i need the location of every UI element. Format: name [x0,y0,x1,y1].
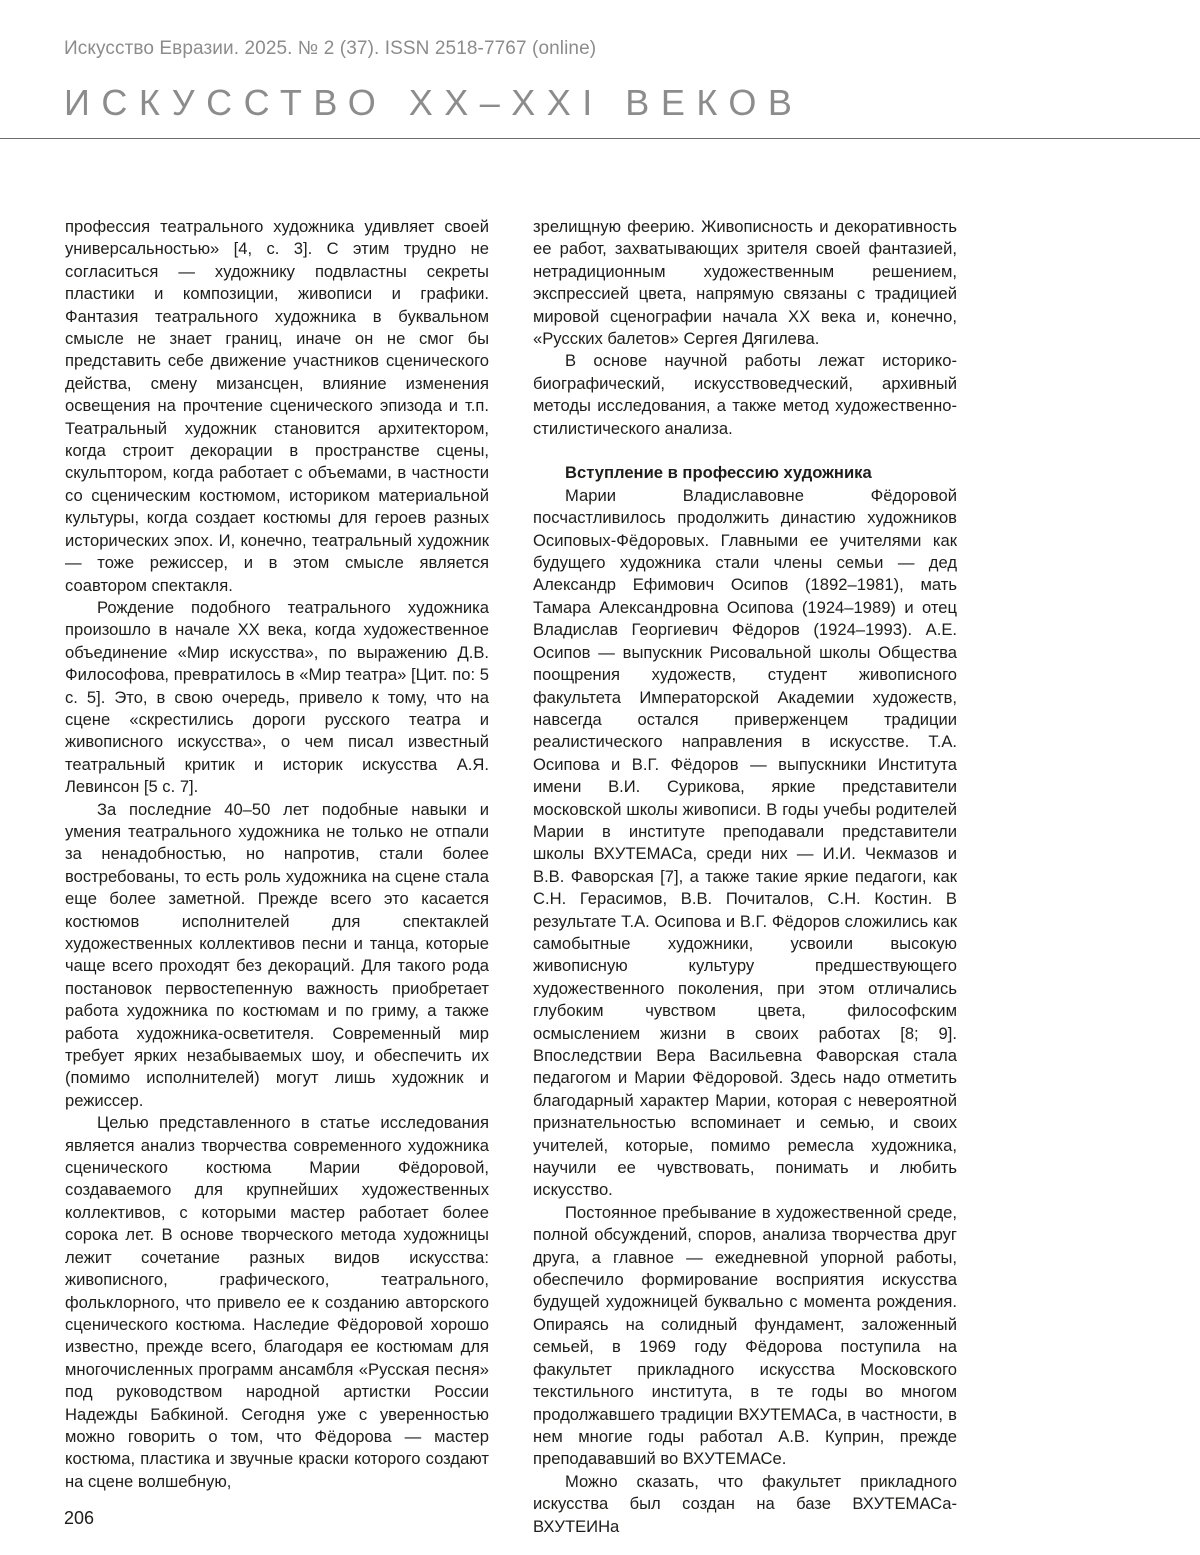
paragraph: Можно сказать, что факультет прикладного искусства был создан на базе ВХУТЕМАСа-ВХУТЕИНа [533,1471,957,1536]
section-heading: Вступление в профессию художника [565,463,872,483]
paragraph: зрелищную феерию. Живописность и декоративность ее работ, захватывающих зрителя своей фантазией, нетрадиционным художественным решением, экспрессией цвета, напрямую связаны с традицией мировой сценографии начала XX века и, конечно, «Русских балетов» Сергея Дягилева. [533,217,957,349]
page-number: 206 [64,1508,95,1528]
section-title: ИСКУССТВО XX–XXI ВЕКОВ [64,82,804,123]
paragraph: Рождение подобного театрального художника произошло в начале XX века, когда художественное объединение «Мир искусства», по выражению Д.В. Философова, превратилось в «Мир театра» [Цит. по: 5 с. 5]. Это, в свою очередь, привело к тому, что на сцене «скрестились дороги русского театра и живописного искусства», о чем писал известный театральный критик и историк искусства А.Я. Левинсон [5 с. 7]. [65,597,489,797]
paragraph: профессия театрального художника удивляет своей универсальностью» [4, с. 3]. С этим трудно не согласиться — художнику подвластны секреты пластики и композиции, живописи и графики. Фантазия театрального художника в буквальном смысле не знает границ, иначе он не смог бы представить себе движение участников сценического действа, смену мизансцен, влияние изменения освещения на прочтение сценического эпизода и т.п. Театральный художник становится архитектором, когда строит декорации в пространстве сцены, скульптором, когда работает с объемами, в частности со сценическим костюмом, историком материальной культуры, когда создает костюмы для героев разных исторических эпох. И, конечно, театральный художник — тоже режиссер, и в этом смысле является соавтором спектакля. [65,217,489,595]
header-divider [0,138,1200,139]
paragraph: В основе научной работы лежат историко-биографический, искусствоведческий, архивный методы исследования, а также метод художественно-стилистического анализа. [533,351,957,438]
paragraph: Марии Владиславовне Фёдоровой посчастливилось продолжить династию художников Осиповых-Фёдоровых. Главными ее учителями как будущего художника стали члены семьи — дед Александр Ефимович Осипов (1892–1981), мать Тамара Александровна Осипова (1924–1989) и отец Владислав Георгиевич Фёдоров (1924–1993). А.Е. Осипов — выпускник Рисовальной школы Общества поощрения художеств, студент живописного факультета Императорской Академии художеств, навсегда остался приверженцем традиции реалистического направления в искусстве. Т.А. Осипова и В.Г. Фёдоров — выпускники Института имени В.И. Сурикова, яркие представители московской школы живописи. В годы учебы родителей Марии в институте преподавали представители школы ВХУТЕМАСа, среди них — И.И. Чекмазов и В.В. Фаворская [7], а также такие яркие педагоги, как С.Н. Герасимов, В.В. Почиталов, С.Н. Костин. В результате Т.А. Осипова и В.Г. Фёдоров сложились как самобытные художники, усвоили высокую живописную культуру предшествующего художественного поколения, при этом отличались глубоким чувством цвета, философским осмыслением жизни в своих работах [8; 9]. Впоследствии Вера Васильевна Фаворская стала педагогом и Марии Фёдоровой. Здесь надо отметить благодарный характер Марии, которая с невероятной признательностью вспоминает и семью, и своих учителей, которые, помимо ремесла художника, научили ее чувствовать, понимать и любить искусство. [533,485,957,1200]
paragraph: За последние 40–50 лет подобные навыки и умения театрального художника не только не отпали за ненадобностью, но напротив, стали более востребованы, то есть роль художника на сцене стала еще более заметной. Прежде всего это касается костюмов исполнителей для спектаклей художественных коллективов песни и танца, которые чаще всего проходят без декораций. Для такого рода постановок первостепенную важность приобретает работа художника по костюмам и по гриму, а также работа художника-осветителя. Современный мир требует ярких незабываемых шоу, и обеспечить их (помимо исполнителей) могут лишь художник и режиссер. [65,799,489,1110]
right-column [533,216,957,1538]
journal-citation: Искусство Евразии. 2025. № 2 (37). ISSN 2518-7767 (online) [64,38,597,59]
section-spacer [533,440,957,462]
left-column [65,216,489,1493]
paragraph: Постоянное пребывание в художественной среде, полной обсуждений, споров, анализа творчества друг друга, а главное — ежедневной упорной работы, обеспечило формирование восприятия искусства будущей художницей буквально с момента рождения. Опираясь на солидный фундамент, заложенный семьей, в 1969 году Фёдорова поступила на факультет прикладного искусства Московского текстильного института, в те годы во многом продолжавшего традиции ВХУТЕМАСа, в частности, в нем многие годы работал А.В. Куприн, прежде преподававший во ВХУТЕМАСе. [533,1202,957,1469]
paragraph: Целью представленного в статье исследования является анализ творчества современного художника сценического костюма Марии Фёдоровой, создаваемого для крупнейших художественных коллективов, с которыми мастер работает более сорока лет. В основе творческого метода художницы лежит сочетание разных видов искусства: живописного, графического, театрального, фольклорного, что привело ее к созданию авторского сценического костюма. Наследие Фёдоровой хорошо известно, прежде всего, благодаря ее костюмам для многочисленных программ ансамбля «Русская песня» под руководством народной артистки России Надежды Бабкиной. Сегодня уже с уверенностью можно говорить о том, что Фёдорова — мастер костюма, пластика и звучные краски которого создают на сцене волшебную, [65,1113,489,1491]
